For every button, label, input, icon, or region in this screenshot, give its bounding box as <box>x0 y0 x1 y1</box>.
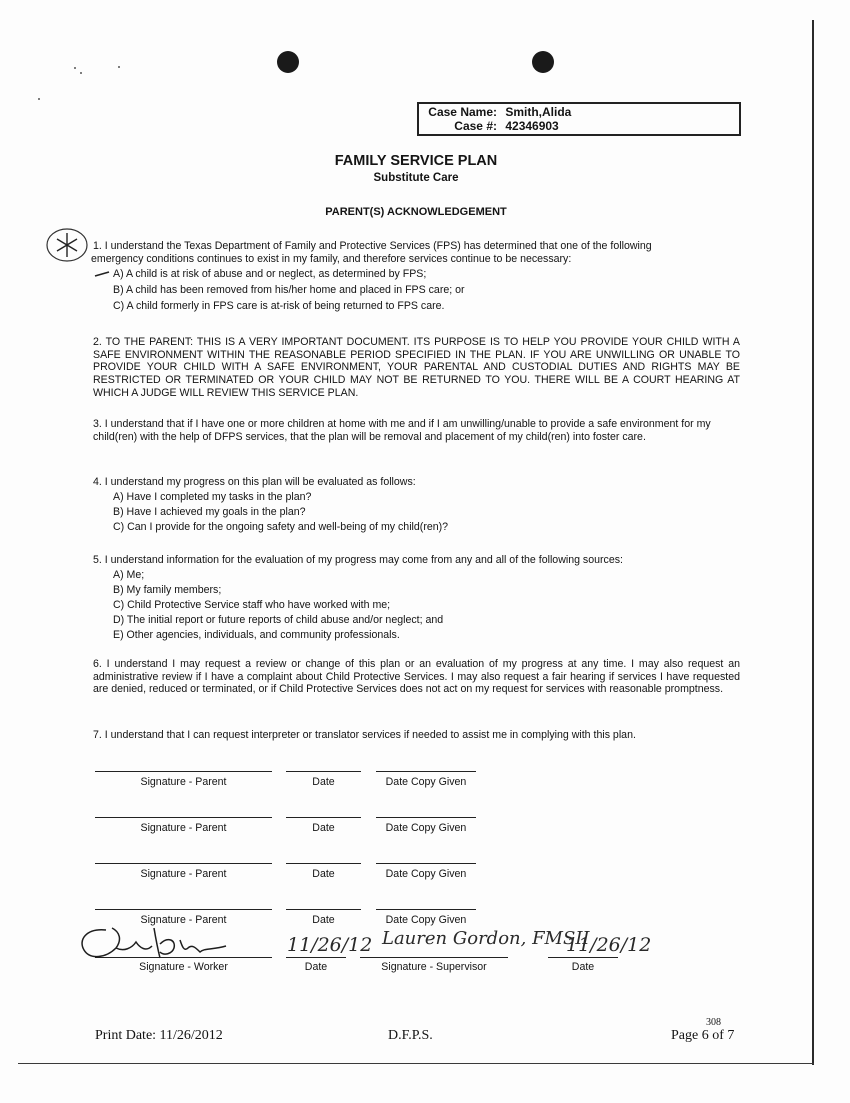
parent-copy-date-line[interactable] <box>376 863 476 864</box>
parent-date-label: Date <box>312 914 335 926</box>
item-5-option-a: A) Me; <box>113 569 145 581</box>
scan-speck <box>74 67 76 69</box>
parent-date-line[interactable] <box>286 909 361 910</box>
item-5-option-e: E) Other agencies, individuals, and community professionals. <box>113 629 400 641</box>
parent-copy-date-line[interactable] <box>376 909 476 910</box>
parent-date-line[interactable] <box>286 771 361 772</box>
item-2: 2. TO THE PARENT: THIS IS A VERY IMPORTANT DOCUMENT. ITS PURPOSE IS TO HELP YOU PROVIDE YOUR CHILD WITH A SAFE ENVIRONMENT WITHIN THE REASONABLE PERIOD SPECIFIED IN THE PLAN. IF YOU ARE UNWILLING OR UNABLE TO PROVIDE YOUR CHILD WITH A SAFE ENVIRONMENT, YOUR PARENTAL AND CUSTODIAL DUTIES AND RIGHTS MAY BE RESTRICTED OR TERMINATED OR YOUR CHILD MAY NOT BE RETURNED TO YOU. THERE WILL BE A COURT HEARING AT WHICH A JUDGE WILL REVIEW THIS SERVICE PLAN. <box>93 336 740 399</box>
page-number: Page 6 of 7 <box>671 1028 735 1043</box>
supervisor-signature-line[interactable] <box>360 957 508 958</box>
case-name-label: Case Name: <box>428 105 497 119</box>
parent-copy-date-label: Date Copy Given <box>385 776 467 788</box>
parent-copy-date-label: Date Copy Given <box>385 822 467 834</box>
bates-number: 308 <box>706 1017 721 1028</box>
case-number-label: Case #: <box>454 119 497 133</box>
worker-date-label: Date <box>304 961 328 973</box>
parent-signature-label: Signature - Parent <box>140 822 227 834</box>
item-6: 6. I understand I may request a review or change of this plan or an evaluation of my progress at any time. I may also request an administrative review if I have a complaint about Child Protective Services. I may also request a fair hearing if services I have requested are denied, reduced or terminated, or if Child Protective Services does not act on my request for services with reasonable promptness. <box>93 658 740 696</box>
page-frame-bottom <box>18 1063 814 1064</box>
item-4-intro: 4. I understand my progress on this plan will be evaluated as follows: <box>93 476 416 488</box>
parent-copy-date-label: Date Copy Given <box>385 868 467 880</box>
item-7: 7. I understand that I can request interpreter or translator services if needed to assist me in complying with this plan. <box>93 729 636 741</box>
supervisor-signature-label: Signature - Supervisor <box>381 961 487 973</box>
case-name-value: Smith,Alida <box>505 105 572 119</box>
parent-date-label: Date <box>312 776 335 788</box>
item-5-option-c: C) Child Protective Service staff who have worked with me; <box>113 599 391 611</box>
page-subtitle: Substitute Care <box>373 172 459 184</box>
worker-handwritten-signature <box>76 918 236 968</box>
case-info-box <box>417 102 741 136</box>
worker-signature-label: Signature - Worker <box>139 961 228 973</box>
scan-speck <box>118 66 120 68</box>
supervisor-date-line[interactable] <box>548 957 618 958</box>
item-1-line-2: emergency conditions continues to exist in my family, and therefore services continue to be necessary: <box>91 252 572 265</box>
worker-handwritten-date: 11/26/12 <box>287 934 373 956</box>
print-date: Print Date: 11/26/2012 <box>95 1028 223 1043</box>
worker-date-line[interactable] <box>286 957 346 958</box>
scan-speck <box>80 72 82 74</box>
item-5-intro: 5. I understand information for the evaluation of my progress may come from any and all of the following sources: <box>93 554 623 566</box>
item-4-option-b: B) Have I achieved my goals in the plan? <box>113 506 306 518</box>
item-1 <box>93 240 740 265</box>
item-1-option-b: B) A child has been removed from his/her home and placed in FPS care; or <box>113 284 465 296</box>
supervisor-handwritten-signature: Lauren Gordon, FMSII <box>382 928 590 949</box>
item-4-option-c: C) Can I provide for the ongoing safety and well-being of my child(ren)? <box>113 521 449 533</box>
item-3: 3. I understand that if I have one or more children at home with me and if I am unwilling/unable to provide a safe environment for my child(ren) with the help of DFPS services, that the plan will be removal and placement of my child(ren) into foster care. <box>93 418 711 443</box>
parent-copy-date-line[interactable] <box>376 817 476 818</box>
section-heading: PARENT(S) ACKNOWLEDGEMENT <box>325 206 507 218</box>
punch-hole-right <box>532 51 554 73</box>
parent-signature-line[interactable] <box>95 909 272 910</box>
case-number-value: 42346903 <box>505 119 559 133</box>
parent-date-line[interactable] <box>286 863 361 864</box>
parent-date-label: Date <box>312 822 335 834</box>
handwritten-check-tick <box>94 270 112 278</box>
parent-date-line[interactable] <box>286 817 361 818</box>
handwritten-asterisk-mark <box>44 224 94 266</box>
page-title: FAMILY SERVICE PLAN <box>334 153 498 169</box>
item-5-option-d: D) The initial report or future reports of child abuse and/or neglect; and <box>113 614 444 626</box>
parent-signature-line[interactable] <box>95 863 272 864</box>
agency-abbreviation: D.F.P.S. <box>388 1028 433 1043</box>
parent-copy-date-line[interactable] <box>376 771 476 772</box>
supervisor-date-label: Date <box>571 961 595 973</box>
supervisor-handwritten-date: 11/26/12 <box>566 934 652 956</box>
parent-signature-line[interactable] <box>95 817 272 818</box>
item-4-option-a: A) Have I completed my tasks in the plan? <box>113 491 312 503</box>
parent-signature-line[interactable] <box>95 771 272 772</box>
punch-hole-left <box>277 51 299 73</box>
scan-speck <box>38 98 40 100</box>
item-5-option-b: B) My family members; <box>113 584 222 596</box>
parent-date-label: Date <box>312 868 335 880</box>
parent-signature-label: Signature - Parent <box>140 776 227 788</box>
item-1-line-1: 1. I understand the Texas Department of Family and Protective Services (FPS) has determined that one of the following <box>93 240 652 252</box>
parent-signature-label: Signature - Parent <box>140 868 227 880</box>
parent-copy-date-label: Date Copy Given <box>385 914 467 926</box>
item-1-option-c: C) A child formerly in FPS care is at-risk of being returned to FPS care. <box>113 300 445 312</box>
item-1-option-a: A) A child is at risk of abuse and or neglect, as determined by FPS; <box>113 268 427 280</box>
parent-signature-label: Signature - Parent <box>140 914 227 926</box>
